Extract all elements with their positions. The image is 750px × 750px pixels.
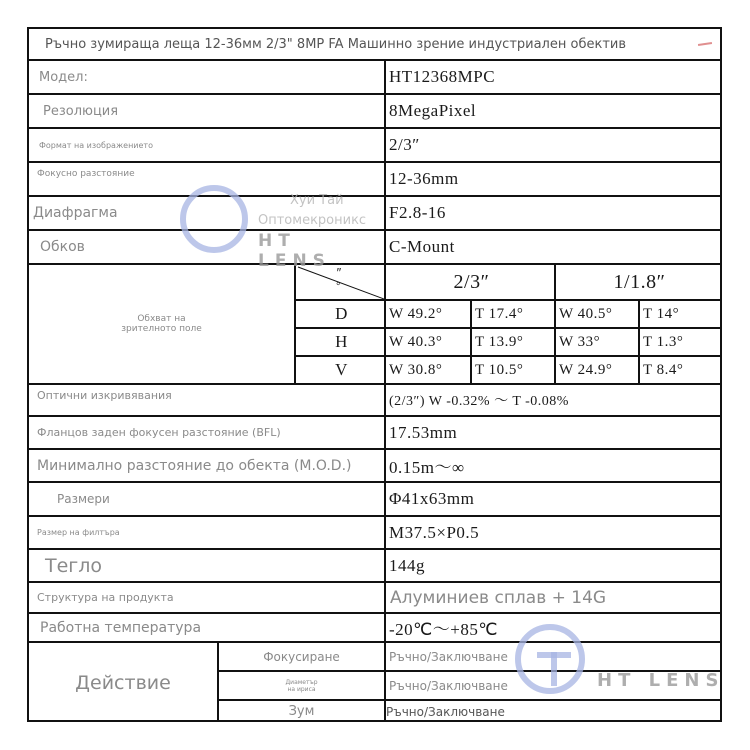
value-text: (2/3″) W -0.32% ～ T -0.08% xyxy=(389,394,569,409)
label-text: Обхват на xyxy=(137,314,186,324)
inch-symbol: ″ xyxy=(336,265,341,280)
label-text: на ириса xyxy=(287,685,316,693)
label-text: Модел: xyxy=(39,69,88,85)
value-text: C-Mount xyxy=(389,237,455,256)
label-focusing xyxy=(219,643,386,672)
value-text: 2/3″ xyxy=(389,135,420,154)
label-operation xyxy=(29,643,219,722)
value-weight xyxy=(386,550,720,583)
fov-d-2-3-tele xyxy=(472,301,556,329)
fov-format-1-1-8 xyxy=(556,265,720,301)
value-text: V xyxy=(335,360,348,379)
fov-d-1-1-8-wide xyxy=(556,301,640,329)
value-filter-size xyxy=(386,517,720,550)
value-mount xyxy=(386,231,720,265)
value-text: W 24.9° xyxy=(559,361,613,378)
value-bfl xyxy=(386,417,720,450)
value-text: Ръчно/Заключване xyxy=(386,704,505,719)
fov-axis-h xyxy=(296,329,386,357)
value-model xyxy=(386,61,720,95)
watermark-sub-line1: Хуи Тай xyxy=(290,193,344,208)
value-text: T 8.4° xyxy=(643,361,684,378)
fov-v-2-3-tele xyxy=(472,357,556,385)
label-dimensions xyxy=(29,483,386,517)
label-mod xyxy=(29,450,386,483)
value-image-format xyxy=(386,129,720,163)
value-aperture xyxy=(386,197,720,231)
label-field-of-view xyxy=(29,265,296,385)
label-text: Зум xyxy=(288,704,315,719)
label-image-format xyxy=(29,129,386,163)
label-aperture xyxy=(29,197,386,231)
fov-v-2-3-wide xyxy=(386,357,472,385)
fov-h-1-1-8-tele xyxy=(640,329,720,357)
value-text: T 1.3° xyxy=(643,333,684,350)
value-text: 17.53mm xyxy=(389,422,458,442)
label-text: Резолюция xyxy=(43,103,119,119)
label-text: Обков xyxy=(40,239,85,255)
value-text: W 40.3° xyxy=(389,333,443,350)
label-focal-length xyxy=(29,163,386,197)
label-text: Действие xyxy=(75,671,171,694)
value-text: T 13.9° xyxy=(475,333,524,350)
value-text: 144g xyxy=(389,555,425,575)
value-text: Алуминиев сплав + 14G xyxy=(390,587,607,608)
label-text: Фланцов заден фокусен разстояние (BFL) xyxy=(37,426,281,439)
value-text: T 17.4° xyxy=(475,305,524,322)
label-model xyxy=(29,61,386,95)
fov-format-2-3 xyxy=(386,265,556,301)
label-text: Минимално разстояние до обекта (M.O.D.) xyxy=(37,457,352,474)
fov-d-2-3-wide xyxy=(386,301,472,329)
value-focal-length xyxy=(386,163,720,197)
label-filter-size xyxy=(29,517,386,550)
label-text: Размер на филтъра xyxy=(37,528,120,537)
label-bfl xyxy=(29,417,386,450)
value-text: T 14° xyxy=(643,305,680,322)
label-text: Диафрагма xyxy=(33,205,118,221)
fov-v-1-1-8-tele xyxy=(640,357,720,385)
label-text: Формат на изображението xyxy=(39,140,153,150)
watermark-brand: HT LENS xyxy=(258,231,331,271)
label-zoom xyxy=(219,701,386,722)
value-zoom xyxy=(386,701,720,722)
value-dimensions xyxy=(386,483,720,517)
label-optical-distortion xyxy=(29,385,386,417)
value-structure xyxy=(386,583,720,614)
value-text: Ръчно/Заключване xyxy=(389,678,508,693)
value-text: T 10.5° xyxy=(475,361,524,378)
label-text: Структура на продукта xyxy=(37,591,174,604)
value-text: W 30.8° xyxy=(389,361,443,378)
value-text: 2/3″ xyxy=(453,270,490,293)
value-iris xyxy=(386,672,720,701)
value-optical-distortion xyxy=(386,385,720,417)
decorative-mark xyxy=(698,42,712,46)
label-weight xyxy=(29,550,386,583)
label-text: Фокусиране xyxy=(263,649,340,664)
label-text: Тегло xyxy=(45,554,103,577)
fov-axis-v xyxy=(296,357,386,385)
label-text: Фокусно разстояние xyxy=(37,169,135,179)
label-text: Размери xyxy=(57,492,110,506)
value-text: W 33° xyxy=(559,333,601,350)
value-text: -20℃～+85℃ xyxy=(389,620,498,639)
value-text: F2.8-16 xyxy=(389,203,446,222)
label-iris xyxy=(219,672,386,701)
value-text: Φ41x63mm xyxy=(389,489,475,508)
label-resolution xyxy=(29,95,386,129)
fov-h-2-3-wide xyxy=(386,329,472,357)
value-focusing xyxy=(386,643,720,672)
product-title xyxy=(29,29,720,61)
value-text: W 49.2° xyxy=(389,305,443,322)
value-text: M37.5×P0.5 xyxy=(389,522,480,542)
fov-axis-d xyxy=(296,301,386,329)
degree-symbol: ° xyxy=(336,281,341,293)
label-structure xyxy=(29,583,386,614)
label-text: зрителното поле xyxy=(121,324,202,334)
value-operating-temperature xyxy=(386,614,720,643)
value-text: Ръчно/Заключване xyxy=(389,649,508,664)
label-operating-temperature xyxy=(29,614,386,643)
fov-v-1-1-8-wide xyxy=(556,357,640,385)
value-text: 8MegaPixel xyxy=(389,101,477,120)
value-text: H xyxy=(335,332,348,351)
fov-h-1-1-8-wide xyxy=(556,329,640,357)
value-text: W 40.5° xyxy=(559,305,613,322)
spec-sheet xyxy=(27,27,725,722)
watermark-brand: HT LENS xyxy=(597,670,725,691)
product-title-text: Ръчно зумираща леща 12-36мм 2/3" 8MP FA Машинно зрение индустриален обектив xyxy=(45,36,627,52)
value-text: 1/1.8″ xyxy=(613,270,666,293)
value-text: HT12368MPC xyxy=(389,67,496,86)
value-mod xyxy=(386,450,720,483)
watermark-sub-line2: Оптомекроникс xyxy=(258,213,367,228)
fov-h-2-3-tele xyxy=(472,329,556,357)
label-text: Диаметър xyxy=(285,678,318,686)
fov-d-1-1-8-tele xyxy=(640,301,720,329)
label-text: Работна температура xyxy=(40,619,202,636)
label-text: Оптични изкривявания xyxy=(37,389,172,402)
value-text: 12-36mm xyxy=(389,169,459,188)
value-resolution xyxy=(386,95,720,129)
value-text: D xyxy=(335,304,348,323)
fov-corner-cell xyxy=(296,265,386,301)
label-mount xyxy=(29,231,386,265)
value-text: 0.15m～∞ xyxy=(389,458,465,477)
